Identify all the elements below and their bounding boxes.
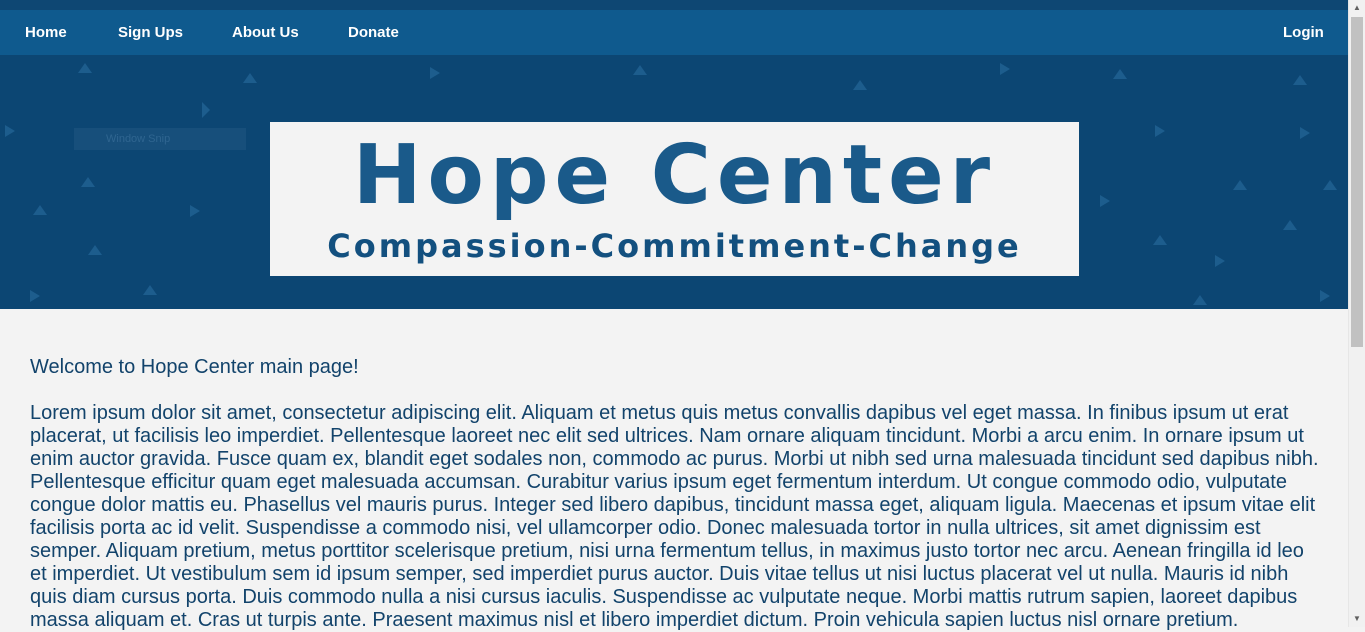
scroll-down-icon[interactable]: ▼	[1353, 614, 1361, 623]
top-strip	[0, 0, 1349, 10]
nav-about-link[interactable]: About Us	[232, 24, 299, 41]
nav-signups-link[interactable]: Sign Ups	[118, 24, 184, 41]
nav-donate-link[interactable]: Donate	[348, 24, 399, 41]
logo-title: Hope Center	[352, 128, 997, 223]
logo-tagline: Compassion-Commitment-Change	[327, 227, 1022, 265]
navbar	[0, 10, 1349, 55]
body-paragraph: Lorem ipsum dolor sit amet, consectetur adipiscing elit. Aliquam et metus quis metus convallis dapibus vel eget massa. In finibus ipsum ut erat placerat, ut facilisis leo imperdiet. Pellentesque laoreet nec elit sed ultrices. Nam ornare aliquam tincidunt. Morbi a arcu enim. In ornare ipsum ut enim auctor gravida. Fusce quam ex, blandit eget sodales non, commodo ac purus. Morbi ut nibh sed urna malesuada tincidunt sed dapibus nibh. Pellentesque efficitur quam eget malesuada accumsan. Curabitur varius ipsum eget fermentum interdum. Ut congue commodo odio, vulputate congue dolor mattis eu. Phasellus vel mauris purus. Integer sed libero dapibus, tincidunt massa eget, aliquam ligula. Maecenas et ipsum vitae elit facilisis porta ac id velit. Suspendisse a commodo nisi, vel ullamcorper odio. Donec malesuada tortor in nulla ultrices, sit amet dignissim est semper. Aliquam pretium, metus porttitor scelerisque pretium, nisi urna fermentum tellus, in maximus justo tortor nec arcu. Aenean fringilla id leo et imperdiet. Ut vestibulum sem id ipsum semper, sed imperdiet purus auctor. Duis vitae tellus ut nisi luctus placerat vel ut nulla. Mauris id nibh quis diam cursus porta. Duis commodo nulla a nisi cursus iaculis. Suspendisse ac vulputate neque. Morbi mattis rutrum sapien, laoreet dapibus massa aliquam et. Cras ut turpis ante. Praesent maximus nisl et libero imperdiet dictum. Proin vehicula sapien luctus nisl ornare pretium.	[30, 402, 1319, 631]
nav-login-link[interactable]: Login	[1283, 24, 1324, 41]
hero-banner	[0, 55, 1349, 309]
logo-banner	[270, 122, 1079, 276]
scroll-thumb[interactable]	[1351, 17, 1363, 347]
welcome-heading: Welcome to Hope Center main page!	[30, 356, 359, 378]
main-content	[30, 356, 1322, 632]
nav-home-link[interactable]: Home	[25, 24, 67, 41]
window-snip-overlay: Window Snip	[74, 128, 246, 150]
vertical-scrollbar[interactable]	[1348, 0, 1365, 627]
scroll-up-icon[interactable]: ▲	[1353, 3, 1361, 12]
